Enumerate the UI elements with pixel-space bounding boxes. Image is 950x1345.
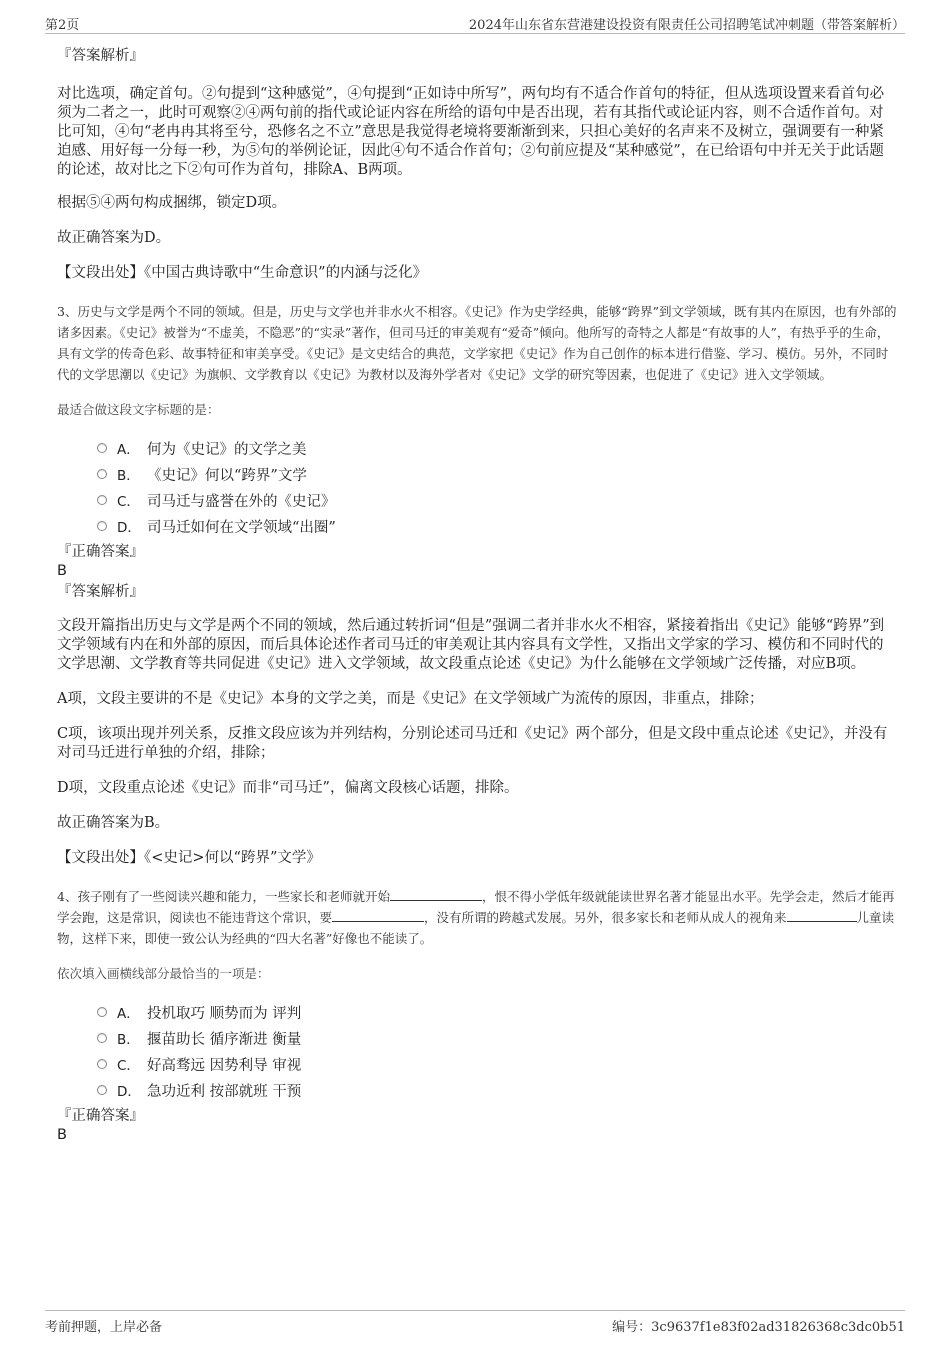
radio-icon[interactable] bbox=[97, 1059, 107, 1069]
analysis-label: 『答案解析』 bbox=[57, 584, 144, 600]
fill-blank-3 bbox=[787, 910, 857, 922]
q3-prompt: 最适合做这段文字标题的是： bbox=[57, 402, 220, 417]
q4-option-c[interactable]: C． 好高骛远 因势利导 审视 bbox=[97, 1051, 897, 1077]
q3-source-title: 《<史记>何以“跨界”文学》 bbox=[144, 850, 321, 866]
q2-analysis-p2: 根据⑤④两句构成捆绑，锁定D项。 bbox=[57, 195, 287, 211]
document-title: 2024年山东省东营港建设投资有限责任公司招聘笔试冲刺题（带答案解析） bbox=[468, 18, 905, 33]
q2-source-title: 《中国古典诗歌中“生命意识”的内涵与泛化》 bbox=[144, 265, 428, 281]
q4-answer: B bbox=[57, 1127, 67, 1143]
document-body bbox=[57, 44, 897, 1144]
fill-blank-2 bbox=[332, 910, 424, 922]
q3-answer: B bbox=[57, 563, 67, 579]
radio-icon[interactable] bbox=[97, 469, 107, 479]
q2-analysis-p1: 对比选项，确定首句。②句提到“这种感觉”，④句提到“正如诗中所写”，两句均有不适合作首句的特征，但从选项设置来看首句必须为二者之一，此时可观察②④两句前的指代或论证内容在所给的语句中是否出现，若有其指代或论证内容，则不合适作首句。对比可知，④句“老冉冉其将至兮，恐修名之不立”意思是我觉得老境将要渐渐到来，只担心美好的名声来不及树立，强调要有一种紧迫感、用好每一分每一秒，为⑤句的举例论证，因此④句不适合作首句；②句前应提及“某种感觉”，在已给语句中并无关于此话题的论述，故对比之下②句可作为首句，排除A、B两项。 bbox=[57, 86, 885, 178]
radio-icon[interactable] bbox=[97, 443, 107, 453]
analysis-label: 『答案解析』 bbox=[57, 48, 144, 64]
q4-option-b[interactable]: B． 揠苗助长 循序渐进 衡量 bbox=[97, 1025, 897, 1051]
page-header bbox=[45, 10, 905, 34]
q3-source bbox=[57, 849, 897, 868]
fill-blank-1 bbox=[390, 889, 482, 901]
q2-analysis-p3: 故正确答案为D。 bbox=[57, 230, 171, 246]
answer-label: 『正确答案』 bbox=[57, 544, 144, 560]
answer-label: 『正确答案』 bbox=[57, 1108, 144, 1124]
page-number: 第2页 bbox=[45, 18, 80, 33]
q3-text: 3、历史与文学是两个不同的领域。但是，历史与文学也并非水火不相容。《史记》作为史学经典，能够“跨界”到文学领域，既有其内在原因，也有外部的诸多因素。《史记》被誉为“不虚美，不隐恶”的“实录”著作，但司马迁的审美观有“爱奇”倾向。他所写的奇特之人都是“有故事的人”，有热乎乎的生命，具有文学的传奇色彩、故事特征和审美享受。《史记》是文史结合的典范，文学家把《史记》作为自己创作的标本进行借鉴、学习、模仿。另外，不同时代的文学思潮以《史记》为旗帜、文学教育以《史记》为教材以及海外学者对《史记》文学的研究等因素，也促进了《史记》进入文学领域。 bbox=[57, 304, 897, 382]
q4-option-a[interactable]: A． 投机取巧 顺势而为 评判 bbox=[97, 999, 897, 1025]
q3-option-d[interactable]: D． 司马迁如何在文学领域“出圈” bbox=[97, 513, 897, 539]
document-id: 编号：3c9637f1e83f02ad31826368c3dc0b51 bbox=[612, 1320, 905, 1335]
radio-icon[interactable] bbox=[97, 1033, 107, 1043]
q4-prompt: 依次填入画横线部分最恰当的一项是： bbox=[57, 966, 270, 981]
q3-options bbox=[97, 435, 897, 539]
q3-analysis-p4: D项，文段重点论述《史记》而非“司马迁”，偏离文段核心话题，排除。 bbox=[57, 780, 519, 796]
q3-analysis-p2: A项，文段主要讲的不是《史记》本身的文学之美，而是《史记》在文学领域广为流传的原因，非重点，排除； bbox=[57, 691, 764, 707]
q3-analysis-p5: 故正确答案为B。 bbox=[57, 815, 170, 831]
q3-option-a[interactable]: A． 何为《史记》的文学之美 bbox=[97, 435, 897, 461]
q4-text: 4、孩子刚有了一些阅读兴趣和能力，一些家长和老师就开始 ，恨不得小学低年级就能读世界名著才能显出水平。先学会走，然后才能再学会跑，这是常识，阅读也不能违背这个常识，要 ，没有所谓的跨越式发展。另外，很多家长和老师从成人的视角来 儿童读物，这样下来，即使一致公认为经典的“四大名著”好像也不能读了。 bbox=[57, 889, 895, 946]
q2-source bbox=[57, 264, 897, 283]
q3-analysis-p3: C项，该项出现并列关系，反推文段应该为并列结构，分别论述司马迁和《史记》两个部分，但是文段中重点论述《史记》，并没有对司马迁进行单独的介绍，排除； bbox=[57, 726, 888, 761]
q4-options bbox=[97, 999, 897, 1103]
footer-slogan: 考前押题，上岸必备 bbox=[45, 1320, 163, 1335]
radio-icon[interactable] bbox=[97, 495, 107, 505]
source-label: 【文段出处】 bbox=[57, 265, 144, 281]
radio-icon[interactable] bbox=[97, 521, 107, 531]
q3-option-b[interactable]: B． 《史记》何以“跨界”文学 bbox=[97, 461, 897, 487]
radio-icon[interactable] bbox=[97, 1007, 107, 1017]
q3-option-c[interactable]: C． 司马迁与盛誉在外的《史记》 bbox=[97, 487, 897, 513]
q4-option-d[interactable]: D． 急功近利 按部就班 干预 bbox=[97, 1077, 897, 1103]
page-footer bbox=[45, 1310, 905, 1334]
radio-icon[interactable] bbox=[97, 1085, 107, 1095]
source-label: 【文段出处】 bbox=[57, 850, 144, 866]
q3-analysis-p1: 文段开篇指出历史与文学是两个不同的领域，然后通过转折词“但是”强调二者并非水火不相容，紧接着指出《史记》能够“跨界”到文学领域有内在和外部的原因，而后具体论述作者司马迁的审美观让其内容具有文学性，又指出文学家的学习、模仿和不同时代的文学思潮、文学教育等共同促进《史记》进入文学领域，故文段重点论述《史记》为什么能够在文学领域广泛传播，对应B项。 bbox=[57, 618, 885, 672]
